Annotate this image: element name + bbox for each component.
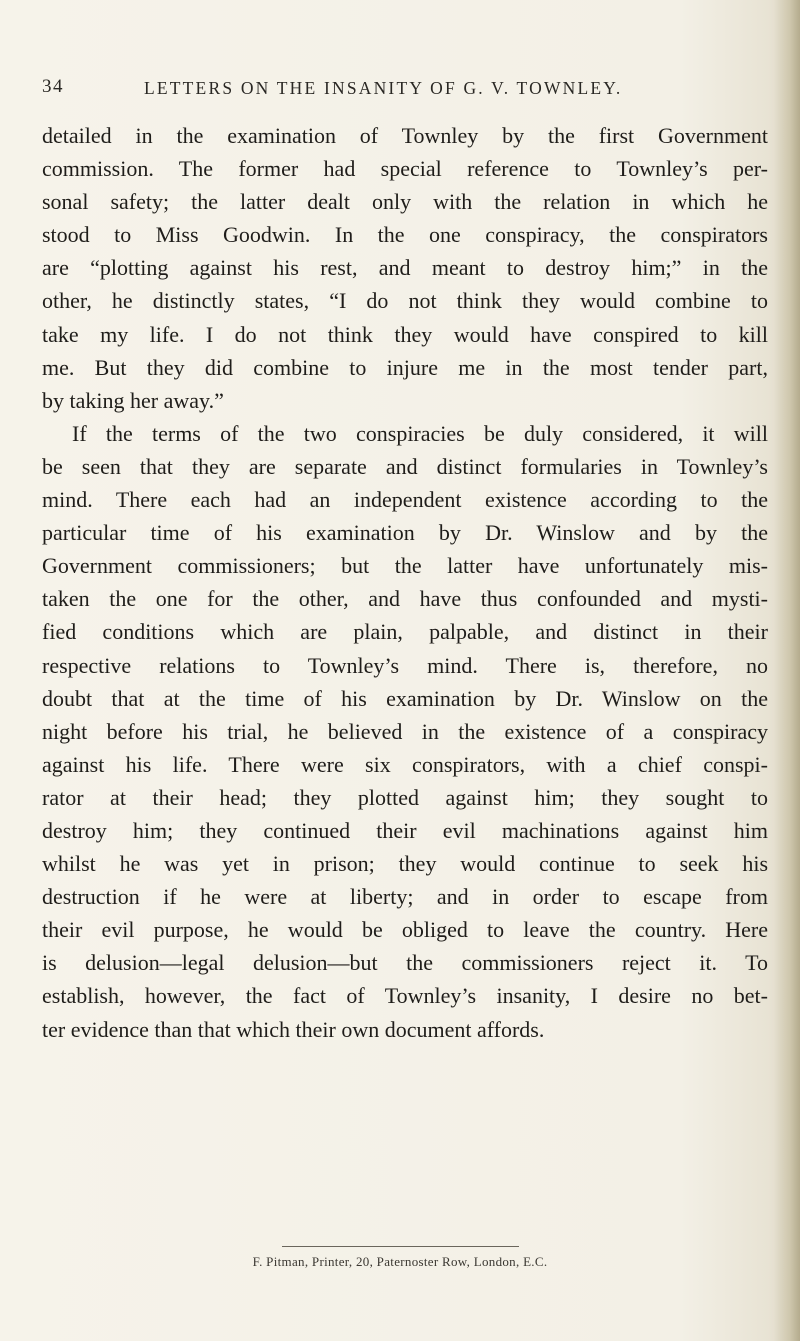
text-line: mind. There each had an independent existence according to the <box>42 487 768 513</box>
text-line: ter evidence than that which their own document affords. <box>42 1016 545 1042</box>
text-line: commission. The former had special reference to Townley’s per- <box>42 156 768 182</box>
text-line: by taking her away.” <box>42 387 224 413</box>
body-text <box>42 119 768 1046</box>
text-line: respective relations to Townley’s mind. There is, therefore, no <box>42 652 768 678</box>
page-number: 34 <box>42 76 64 97</box>
text-line: be seen that they are separate and distinct formularies in Townley’s <box>42 453 768 479</box>
footer-rule <box>282 1246 519 1247</box>
text-line: take my life. I do not think they would have conspired to kill <box>42 321 768 347</box>
text-line: destruction if he were at liberty; and in order to escape from <box>42 884 768 910</box>
running-head-title: LETTERS ON THE INSANITY OF G. V. TOWNLEY. <box>144 78 623 98</box>
text-line: stood to Miss Goodwin. In the one conspiracy, the conspirators <box>42 222 768 248</box>
text-line: destroy him; they continued their evil machinations against him <box>42 817 768 843</box>
running-head <box>42 76 762 106</box>
text-line: other, he distinctly states, “I do not think they would combine to <box>42 288 768 314</box>
text-line: particular time of his examination by Dr. Winslow and by the <box>42 520 768 546</box>
text-line: sonal safety; the latter dealt only with the relation in which he <box>42 189 768 215</box>
text-line: are “plotting against his rest, and meant to destroy him;” in the <box>42 255 768 281</box>
text-line: taken the one for the other, and have thus confounded and mysti- <box>42 586 768 612</box>
page-edge-shadow <box>774 0 800 1341</box>
text-line: detailed in the examination of Townley by the first Government <box>42 123 768 148</box>
text-line: night before his trial, he believed in the existence of a conspiracy <box>42 718 768 744</box>
text-line: doubt that at the time of his examination by Dr. Winslow on the <box>42 685 768 711</box>
text-line: me. But they did combine to injure me in the most tender part, <box>42 354 768 380</box>
text-line: whilst he was yet in prison; they would continue to seek his <box>42 851 768 877</box>
text-line: is delusion—legal delusion—but the commissioners reject it. To <box>42 950 768 976</box>
text-line: their evil purpose, he would be obliged to leave the country. Here <box>42 917 768 943</box>
text-line: against his life. There were six conspirators, with a chief conspi- <box>42 751 768 777</box>
text-line: rator at their head; they plotted against him; they sought to <box>42 784 768 810</box>
printer-imprint: F. Pitman, Printer, 20, Paternoster Row, London, E.C. <box>252 1254 548 1269</box>
text-line: If the terms of the two conspiracies be duly considered, it will <box>72 420 768 446</box>
text-line: fied conditions which are plain, palpable, and distinct in their <box>42 619 768 645</box>
text-line: establish, however, the fact of Townley’s insanity, I desire no bet- <box>42 983 768 1009</box>
text-line: Government commissioners; but the latter have unfortunately mis- <box>42 553 768 579</box>
